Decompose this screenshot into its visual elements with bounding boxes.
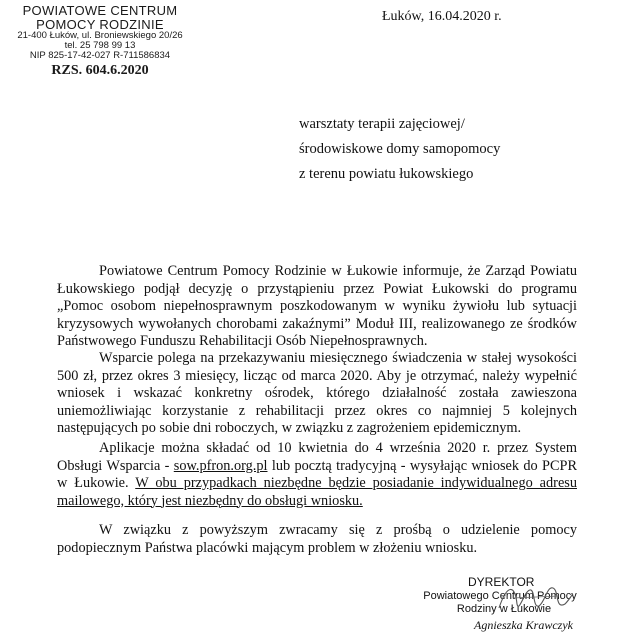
email-requirement-note: W obu przypadkach niezbędne będzie posiadanie indywidualnego adresu mailowego, który jest niezbędny do obsługi wniosku.	[57, 475, 577, 509]
reference-number: RZS. 604.6.2020	[51, 63, 149, 79]
stamp-address: 21-400 Łuków, ul. Broniewskiego 20/26	[17, 30, 183, 42]
signatory-name: Agnieszka Krawczyk	[474, 618, 573, 632]
paragraph-support-details: Wsparcie polega na przekazywaniu miesięcznego świadczenia w stałej wysokości 500 zł, przez okres 3 miesięcy, licząc od marca 2020. Aby je otrzymać, należy wypełnić wniosek i wskazać konkretny ośrodek, którego działalność została zawieszona uniemożliwiając korzystanie z rehabilitacji przez okres co najmniej 5 kolejnych następujących po sobie dni roboczych, w związku z zagrożeniem epidemicznym.	[57, 350, 577, 436]
sow-pfron-link[interactable]: sow.pfron.org.pl	[173, 457, 268, 474]
handwritten-signature	[495, 578, 575, 618]
stamp-phone: tel. 25 798 99 13	[64, 40, 136, 52]
stamp-line-1: POWIATOWE CENTRUM	[22, 3, 178, 18]
signature-title: DYREKTOR	[468, 575, 535, 589]
recipient-line-2: środowiskowe domy samopomocy	[299, 141, 501, 157]
application-text-b: lub pocztą tradycyjną - wysyłając wniosek do PCPR w Łukowie.	[57, 457, 577, 491]
office-stamp	[5, 4, 195, 79]
stamp-line-2: POMOCY RODZINIE	[36, 16, 164, 32]
signature-institution-line-2: Rodziny w Łukowie	[456, 603, 552, 615]
application-text-a: Aplikacje można składać od 10 kwietnia do 4 września 2020 r. przez System Obsługi Wsparcia -	[57, 440, 577, 474]
paragraph-request: W związku z powyższym zwracamy się z prośbą o udzielenie pomocy podopiecznym Państwa placówki mającym problem w złożeniu wniosku.	[57, 522, 577, 556]
signature-institution-line-1: Powiatowego Centrum Pomocy	[423, 590, 577, 602]
paragraph-program-info: Powiatowe Centrum Pomocy Rodzinie w Łukowie informuje, że Zarząd Powiatu Łukowskiego podjął decyzję o przystąpieniu przez Powiat Łukowski do programu „Pomoc osobom niepełnosprawnym poszkodowanym w wyniku żywiołu lub sytuacji kryzysowych wywołanych chorobami zakaźnymi” Moduł III, realizowanego ze środków Państwowego Funduszu Rehabilitacji Osób Niepełnosprawnych.	[57, 263, 577, 349]
recipient-line-3: z terenu powiatu łukowskiego	[299, 166, 474, 182]
recipient-line-1: warsztaty terapii zajęciowej/	[299, 116, 465, 132]
paragraph-application	[57, 440, 577, 510]
stamp-nip: NIP 825-17-42-027 R-711586834	[29, 50, 171, 62]
letter-date: Łuków, 16.04.2020 r.	[382, 9, 502, 24]
